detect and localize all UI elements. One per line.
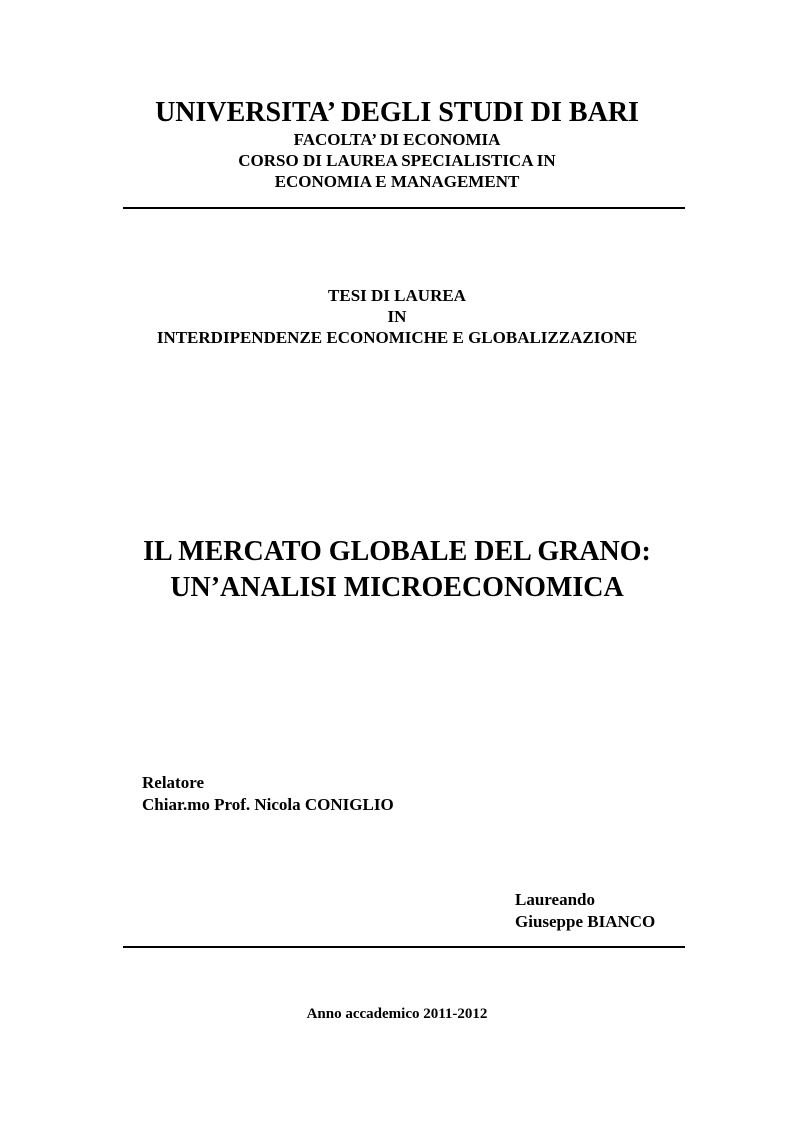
degree-course-line-1: CORSO DI LAUREA SPECIALISTICA IN <box>238 151 556 170</box>
thesis-subject: INTERDIPENDENZE ECONOMICHE E GLOBALIZZAZIONE <box>156 328 638 347</box>
degree-course-line-2: ECONOMIA E MANAGEMENT <box>274 172 520 191</box>
faculty-name: FACOLTA’ DI ECONOMIA <box>293 130 501 149</box>
candidate-label: Laureando <box>515 890 595 909</box>
supervisor-name: Chiar.mo Prof. Nicola CONIGLIO <box>142 795 394 814</box>
footer-divider <box>123 946 685 948</box>
academic-year: Anno accademico 2011-2012 <box>306 1006 488 1022</box>
supervisor-label: Relatore <box>142 773 204 792</box>
thesis-type: TESI DI LAUREA <box>328 286 466 305</box>
university-name: UNIVERSITA’ DEGLI STUDI DI BARI <box>155 97 639 128</box>
thesis-title-line-2: UN’ANALISI MICROECONOMICA <box>170 572 624 603</box>
header-divider <box>123 207 685 209</box>
candidate-name: Giuseppe BIANCO <box>515 912 656 931</box>
thesis-in: IN <box>387 307 407 326</box>
thesis-title-line-1: IL MERCATO GLOBALE DEL GRANO: <box>143 536 651 567</box>
